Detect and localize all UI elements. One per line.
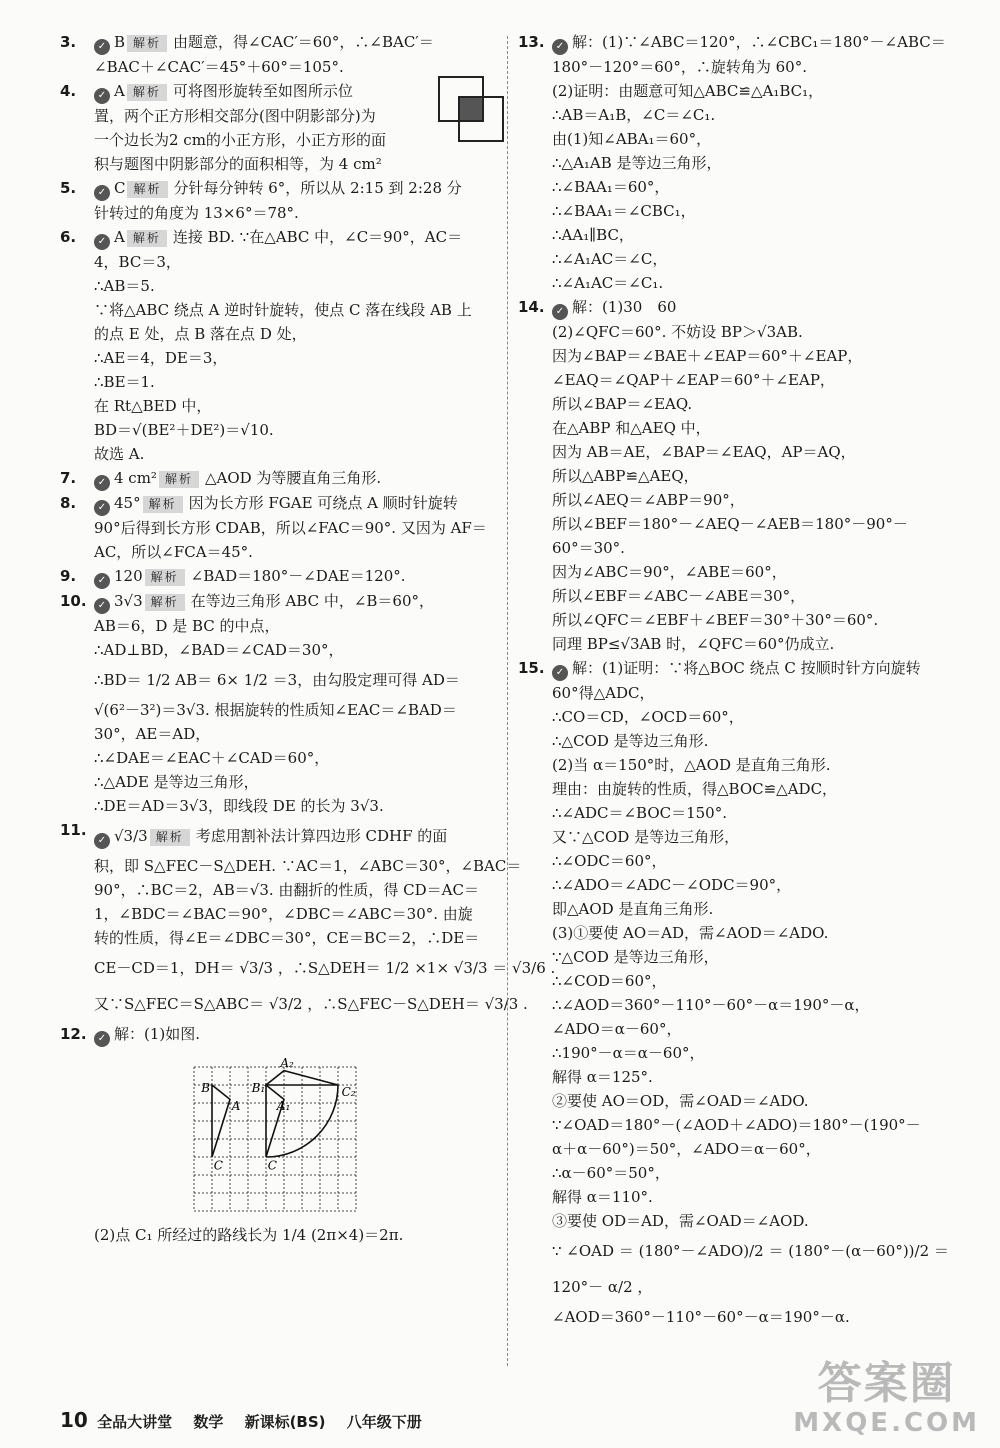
answer-text: 分针每分钟转 6°，所以从 2:15 到 2:28 分: [173, 179, 462, 197]
answer-line: 解得 α＝110°.: [552, 1188, 653, 1206]
answer-line: ∠BAC＋∠CAC′＝45°＋60°＝105°.: [94, 58, 344, 76]
answer-line: 90°，∴BC＝2，AB＝√3. 由翻折的性质，得 CD＝AC＝: [94, 881, 479, 899]
analysis-tag: 解析: [159, 471, 199, 488]
answer-text: ∠BAD＝180°－∠DAE＝120°.: [190, 567, 406, 585]
answer-line: ∴∠A₁AC＝∠C₁.: [552, 274, 664, 292]
answer-line: ∴∠BAA₁＝∠CBC₁，: [552, 202, 696, 220]
answer-check-icon: ✓: [94, 39, 110, 55]
answer-value: 解: [572, 298, 588, 316]
answer-text: ：(1)如图.: [129, 1025, 201, 1043]
question-item: [60, 491, 500, 564]
answer-line: ②要使 AO＝OD，需∠OAD＝∠ADO.: [552, 1092, 809, 1110]
answer-line: ∴∠COD＝60°，: [552, 972, 667, 990]
page-number: 10: [60, 1408, 88, 1432]
analysis-tag: 解析: [127, 181, 167, 198]
answer-value: 解: [114, 1025, 130, 1043]
answer-line: ∴BE＝1.: [94, 373, 155, 391]
answer-line: ∴CO＝CD，∠OCD＝60°，: [552, 708, 744, 726]
answer-line: ∴α－60°＝50°，: [552, 1164, 670, 1182]
answer-line: AB＝6，D 是 BC 的中点，: [94, 617, 280, 635]
answer-line: √(6²－3²)＝3√3. 根据旋转的性质知∠EAC＝∠BAD＝: [94, 701, 457, 719]
question-item: [60, 176, 500, 225]
grid-figure-svg: [180, 1053, 380, 1213]
column-divider: [507, 36, 508, 1366]
question-item: [60, 1022, 500, 1047]
answer-line: 因为∠ABC＝90°，∠ABE＝60°，: [552, 563, 787, 581]
answer-line: 所以∠QFC＝∠EBF＋∠BEF＝30°＋30°＝60°.: [552, 611, 879, 629]
answer-line: 即△AOD 是直角三角形.: [552, 900, 714, 918]
answer-line: ∴△COD 是等边三角形.: [552, 732, 709, 750]
answer-line: 4，BC＝3，: [94, 253, 181, 271]
answer-value: A: [114, 228, 125, 246]
answer-value: A: [114, 82, 125, 100]
answer-line: 因为 AB＝AE，∠BAP＝∠EAQ，AP＝AQ，: [552, 443, 856, 461]
analysis-tag: 解析: [127, 230, 167, 247]
question-number: 15.: [518, 659, 545, 677]
question-number: 5.: [60, 179, 77, 197]
answer-line: 一个边长为2 cm的小正方形，小正方形的面: [94, 131, 386, 149]
figure-label: C₂: [341, 1084, 356, 1099]
answer-line: 1，∠BDC＝∠BAC＝90°，∠DBC＝∠ABC＝30°. 由旋: [94, 905, 473, 923]
answer-check-icon: ✓: [94, 475, 110, 491]
answer-line: 置，两个正方形相交部分(图中阴影部分)为: [94, 107, 376, 125]
right-column: [518, 30, 958, 1329]
answer-line: 所以∠EBF＝∠ABC－∠ABE＝30°，: [552, 587, 806, 605]
answer-line: BD＝√(BE²＋DE²)＝√10.: [94, 421, 274, 439]
answer-check-icon: ✓: [94, 88, 110, 104]
answer-line: ∴∠BAA₁＝60°，: [552, 178, 670, 196]
analysis-tag: 解析: [150, 829, 190, 846]
answer-line: ∵ ∠OAD ＝ (180°－∠ADO)/2 ＝ (180°－(α－60°))/2 ＝: [552, 1242, 949, 1260]
watermark-line1: 答案圈: [817, 1358, 956, 1409]
answer-line: ∴AB＝5.: [94, 277, 155, 295]
answer-text: △AOD 为等腰直角三角形.: [204, 469, 382, 487]
answer-line: [94, 818, 500, 854]
answer-line: 积，即 S△FEC－S△DEH. ∵AC＝1，∠ABC＝30°，∠BAC＝: [94, 857, 522, 875]
answer-line: ∵将△ABC 绕点 A 逆时针旋转，使点 C 落在线段 AB 上: [94, 301, 472, 319]
answer-check-icon: ✓: [94, 598, 110, 614]
page-footer: [60, 1408, 438, 1432]
answer-line: ∵∠OAD＝180°－(∠AOD＋∠ADO)＝180°－(190°－: [552, 1116, 921, 1134]
answer-line: [552, 30, 958, 55]
question-item: [60, 564, 500, 589]
left-column: [60, 30, 556, 1253]
answer-line: ∴BD＝ 1/2 AB＝ 6× 1/2 ＝3，由勾股定理可得 AD＝: [94, 671, 460, 689]
answer-check-icon: ✓: [94, 185, 110, 201]
answer-value: 解: [572, 659, 588, 677]
answer-text: 连接 BD. ∵在△ABC 中，∠C＝90°，AC＝: [172, 228, 463, 246]
question-item: [60, 589, 500, 818]
question-item: [60, 30, 500, 79]
answer-line: ∠ADO＝α－60°，: [552, 1020, 682, 1038]
answer-text: ：(1)证明：∵将△BOC 绕点 C 按顺时针方向旋转: [587, 659, 921, 677]
answer-line: ∴AE＝4，DE＝3，: [94, 349, 228, 367]
answer-line: ∴AD⊥BD，∠BAD＝∠CAD＝30°，: [94, 641, 344, 659]
answer-line: α＋α－60°)＝50°，∠ADO＝α－60°，: [552, 1140, 821, 1158]
answer-text: 在等边三角形 ABC 中，∠B＝60°，: [190, 592, 434, 610]
answer-line: 180°－120°＝60°，∴旋转角为 60°.: [552, 58, 807, 76]
question-number: 4.: [60, 82, 77, 100]
answer-line: ③要使 OD＝AD，需∠OAD＝∠AOD.: [552, 1212, 809, 1230]
answer-line: 90°后得到长方形 CDAB，所以∠FAC＝90°. 又因为 AF＝: [94, 519, 487, 537]
answer-line: ∴AB＝A₁B，∠C＝∠C₁.: [552, 106, 716, 124]
answer-line: [94, 589, 500, 614]
answer-line: [94, 225, 500, 250]
answer-line: 30°，AE＝AD，: [94, 725, 211, 743]
question-item: [518, 656, 958, 1329]
figure-label: B: [201, 1081, 211, 1096]
shaded-overlap: [460, 98, 482, 120]
answer-line: ∵△COD 是等边三角形，: [552, 948, 719, 966]
answer-check-icon: ✓: [94, 833, 110, 849]
answer-line: 的点 E 处，点 B 落在点 D 处，: [94, 325, 307, 343]
answer-line: ∴190°－α＝α－60°，: [552, 1044, 705, 1062]
question-number: 3.: [60, 33, 77, 51]
question-number: 6.: [60, 228, 77, 246]
question-number: 14.: [518, 298, 545, 316]
answer-line: 在△ABP 和△AEQ 中，: [552, 419, 711, 437]
answer-line: ∴∠DAE＝∠EAC＋∠CAD＝60°，: [94, 749, 330, 767]
figure-label: C: [267, 1158, 277, 1173]
answer-line: ∴∠A₁AC＝∠C，: [552, 250, 668, 268]
figure-label: B₁: [251, 1081, 266, 1096]
question-item: [60, 818, 556, 1022]
question-item: [518, 295, 958, 656]
answer-line: 故选 A.: [94, 445, 145, 463]
answer-text: 可将图形旋转至如图所示位: [172, 82, 353, 100]
answer-line: ∴∠ODC＝60°，: [552, 852, 667, 870]
answer-line: [94, 466, 500, 491]
answer-line: [94, 1022, 500, 1047]
answer-check-icon: ✓: [552, 665, 568, 681]
answer-check-icon: ✓: [94, 500, 110, 516]
question-number: 10.: [60, 592, 87, 610]
question-number: 11.: [60, 821, 87, 839]
answer-value: B: [114, 33, 126, 51]
analysis-tag: 解析: [145, 569, 185, 586]
answer-line: [552, 656, 958, 681]
answer-line: (2)证明：由题意可知△ABC≌△A₁BC₁，: [552, 82, 824, 100]
watermark: [793, 1360, 980, 1438]
question-item: [60, 79, 500, 176]
figure-label: A: [231, 1099, 241, 1114]
answer-text: 由题意，得∠CAC′＝60°，∴∠BAC′＝: [173, 33, 434, 51]
answer-line: ∴AA₁∥BC，: [552, 226, 634, 244]
answer-line: ∠AOD＝360°－110°－60°－α＝190°－α.: [552, 1308, 850, 1326]
question-item: [60, 225, 500, 466]
answer-line: [552, 295, 958, 320]
footer-brand: 全品大讲堂: [97, 1413, 173, 1431]
answer-line: 所以∠AEQ＝∠ABP＝90°，: [552, 491, 745, 509]
answer-line: 转的性质，得∠E＝∠DBC＝30°，CE＝BC＝2，∴DE＝: [94, 929, 480, 947]
answer-line: [94, 491, 500, 516]
rotation-grid-figure: [60, 1053, 500, 1217]
answer-line: 所以∠BAP＝∠EAQ.: [552, 395, 693, 413]
answer-line: ∴∠AOD＝360°－110°－60°－α＝190°－α，: [552, 996, 870, 1014]
answer-check-icon: ✓: [552, 304, 568, 320]
answer-line: 同理 BP≤√3AB 时，∠QFC＝60°仍成立.: [552, 635, 835, 653]
question-number: 9.: [60, 567, 77, 585]
answer-line: (2)点 C₁ 所经过的路线长为 1/4 (2π×4)＝2π.: [94, 1226, 404, 1244]
answer-line: 又∵S△FEC＝S△ABC＝ √3/2 ，∴S△FEC－S△DEH＝ √3/3 .: [94, 995, 528, 1013]
answer-text: 因为长方形 FGAE 可绕点 A 顺时针旋转: [188, 494, 458, 512]
answer-value: 解: [572, 33, 588, 51]
answer-value: 45°: [114, 494, 141, 512]
answer-line: 所以△ABP≌△AEQ，: [552, 467, 699, 485]
answer-line: 解得 α＝125°.: [552, 1068, 653, 1086]
footer-grade: 八年级下册: [346, 1413, 422, 1431]
answer-value: 4 cm²: [114, 469, 157, 487]
watermark-line2: MXQE.COM: [793, 1408, 980, 1438]
figure-label: A₁: [276, 1099, 291, 1114]
footer-subject: 数学: [193, 1413, 224, 1431]
answer-line: 60°得△ADC，: [552, 684, 655, 702]
answer-value: 120: [114, 567, 143, 585]
answer-value: C: [114, 179, 126, 197]
answer-line: [94, 176, 500, 201]
answer-line: 针转过的角度为 13×6°＝78°.: [94, 204, 299, 222]
answer-line: 又∵△COD 是等边三角形，: [552, 828, 740, 846]
answer-line: 因为∠BAP＝∠BAE＋∠EAP＝60°＋∠EAP，: [552, 347, 863, 365]
analysis-tag: 解析: [127, 35, 167, 52]
answer-line: 所以∠BEF＝180°－∠AEQ－∠AEB＝180°－90°－: [552, 515, 908, 533]
answer-line: AC，所以∠FCA＝45°.: [94, 543, 253, 561]
question-number: 13.: [518, 33, 545, 51]
analysis-tag: 解析: [145, 594, 185, 611]
answer-line: 积与题图中阴影部分的面积相等，为 4 cm²: [94, 155, 382, 173]
answer-line: 120°－ α/2 ，: [552, 1278, 653, 1296]
answer-text: ：(1)30 60: [587, 298, 677, 316]
answer-line: (3)①要使 AO＝AD，需∠AOD＝∠ADO.: [552, 924, 829, 942]
answer-check-icon: ✓: [552, 39, 568, 55]
question-item: [60, 466, 500, 491]
answer-text: ：(1)∵∠ABC＝120°，∴∠CBC₁＝180°－∠ABC＝: [587, 33, 946, 51]
footer-edition: 新课标(BS): [244, 1413, 326, 1431]
answer-check-icon: ✓: [94, 1031, 110, 1047]
answer-text: 考虑用割补法计算四边形 CDHF 的面: [195, 827, 448, 845]
overlap-squares-figure: [435, 73, 507, 153]
answer-line: (2)当 α＝150°时，△AOD 是直角三角形.: [552, 756, 831, 774]
figure-label: C: [213, 1158, 223, 1173]
answer-line: [94, 564, 500, 589]
answer-line: 60°＝30°.: [552, 539, 625, 557]
answer-line: 在 Rt△BED 中，: [94, 397, 212, 415]
answer-value: 3√3: [114, 592, 143, 610]
answer-line: 由(1)知∠ABA₁＝60°，: [552, 130, 712, 148]
question-number: 12.: [60, 1025, 87, 1043]
answer-line: ∴△A₁AB 是等边三角形，: [552, 154, 722, 172]
analysis-tag: 解析: [127, 84, 167, 101]
answer-line: ∴∠ADO＝∠ADC－∠ODC＝90°，: [552, 876, 792, 894]
answer-line: ∴DE＝AD＝3√3，即线段 DE 的长为 3√3.: [94, 797, 384, 815]
answer-line: 理由：由旋转的性质，得△BOC≌△ADC，: [552, 780, 838, 798]
answer-line: ∴△ADE 是等边三角形，: [94, 773, 259, 791]
analysis-tag: 解析: [143, 496, 183, 513]
question-item: [518, 30, 958, 295]
question-number: 7.: [60, 469, 77, 487]
answer-line: (2)∠QFC＝60°. 不妨设 BP＞√3AB.: [552, 323, 803, 341]
answer-value: √3/3: [114, 827, 148, 845]
answer-line: [94, 30, 500, 55]
answer-line: CE－CD＝1，DH＝ √3/3 ，∴S△DEH＝ 1/2 ×1× √3/3 ＝ √3/6 .: [94, 959, 556, 977]
question-item: [60, 1217, 500, 1253]
answer-line: ∠EAQ＝∠QAP＋∠EAP＝60°＋∠EAP，: [552, 371, 835, 389]
answer-line: ∴∠ADC＝∠BOC＝150°.: [552, 804, 727, 822]
answer-check-icon: ✓: [94, 573, 110, 589]
question-number: 8.: [60, 494, 77, 512]
figure-label: A₂: [280, 1056, 294, 1070]
answer-check-icon: ✓: [94, 234, 110, 250]
